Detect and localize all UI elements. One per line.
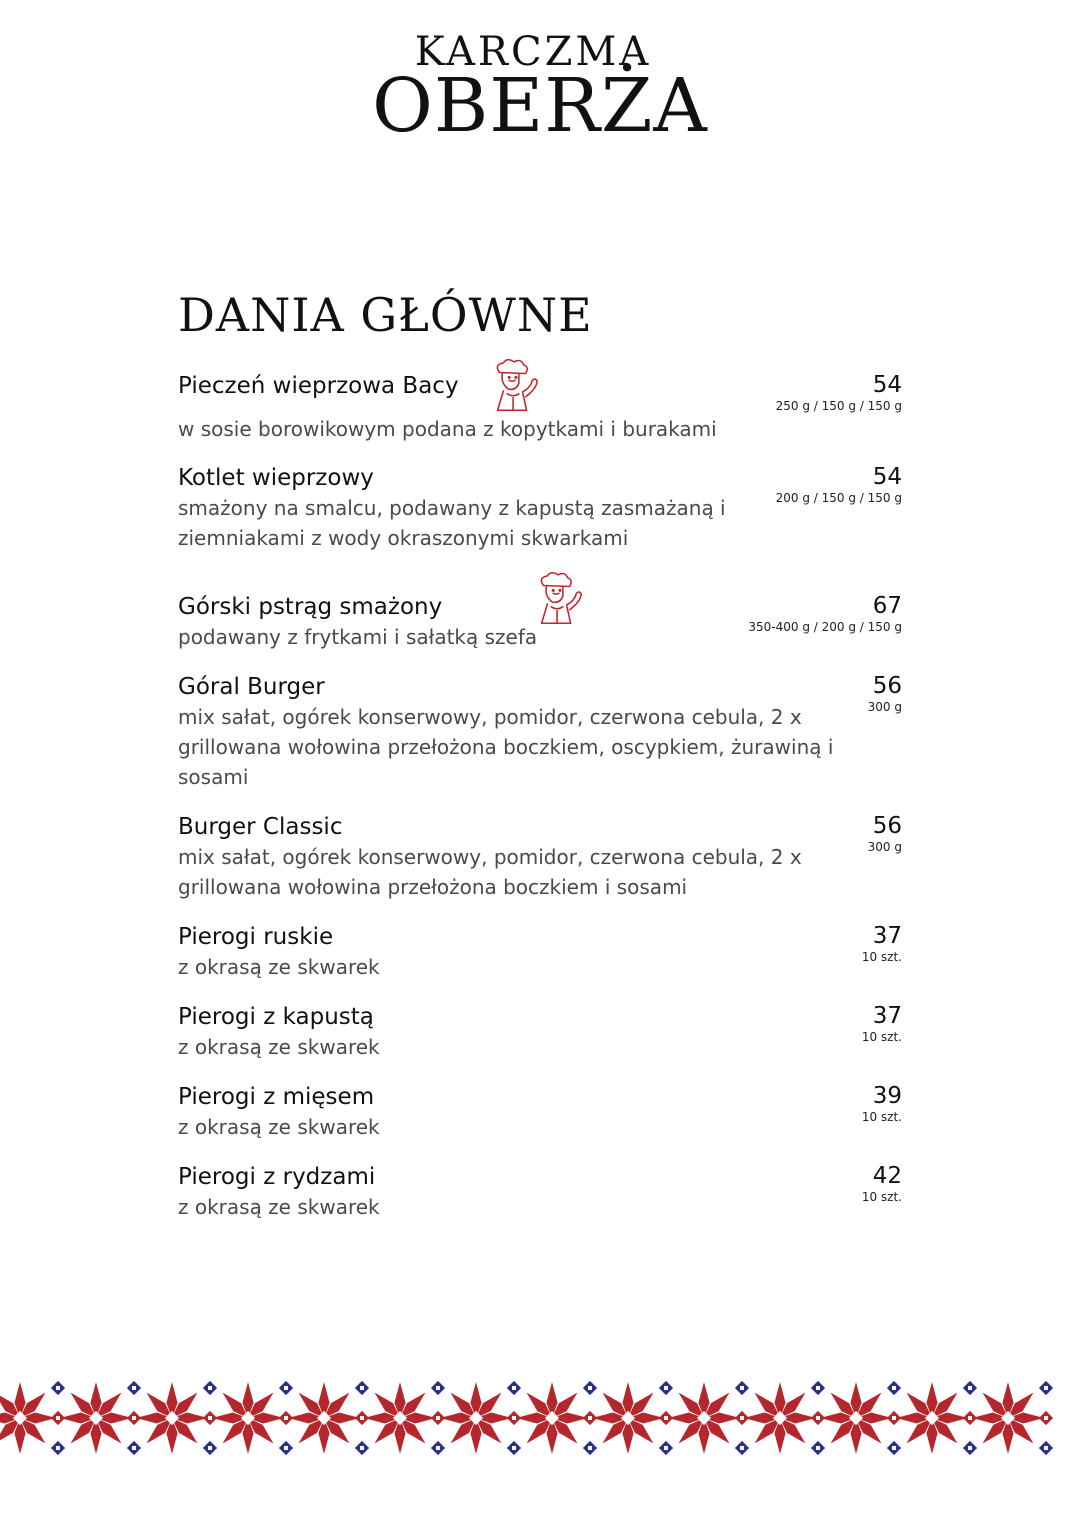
- ornament-diamond: [583, 1441, 597, 1455]
- ornament-diamond: [659, 1441, 673, 1455]
- item-name: Pierogi ruskie: [178, 924, 334, 950]
- restaurant-logo: [0, 29, 1080, 149]
- item-weight: 300 g: [867, 840, 902, 854]
- ornament-diamond: [811, 1381, 825, 1395]
- ornament-star: [668, 1382, 740, 1454]
- menu-item: [178, 1162, 902, 1222]
- ornament-star: [0, 1382, 56, 1454]
- item-weight: 10 szt.: [861, 1190, 902, 1204]
- item-description: z okrasą ze skwarek: [178, 1195, 380, 1219]
- ornament-diamond: [431, 1441, 445, 1455]
- item-price: 54: [872, 464, 902, 490]
- ornament-diamond: [963, 1441, 977, 1455]
- menu-item: [178, 592, 902, 652]
- item-weight: 10 szt.: [861, 1110, 902, 1124]
- item-price-block: [868, 812, 902, 854]
- ornament-diamond: [507, 1381, 521, 1395]
- item-name: Burger Classic: [178, 814, 343, 840]
- ornament-diamond: [431, 1381, 445, 1395]
- ornament-star: [364, 1382, 436, 1454]
- item-weight: 350-400 g / 200 g / 150 g: [748, 620, 902, 634]
- menu-item: [178, 922, 902, 982]
- ornament-star: [592, 1382, 664, 1454]
- item-description: mix sałat, ogórek konserwowy, pomidor, czerwona cebula, 2 x grillowana wołowina przełożona boczkiem, oscypkiem, żurawiną i sosami: [178, 705, 834, 789]
- item-price-block: [868, 672, 902, 714]
- item-description: mix sałat, ogórek konserwowy, pomidor, czerwona cebula, 2 x grillowana wołowina przełożona boczkiem i sosami: [178, 845, 802, 899]
- item-name: Kotlet wieprzowy: [178, 465, 374, 491]
- item-weight: 10 szt.: [861, 950, 902, 964]
- item-price-block: [776, 463, 902, 505]
- item-price-block: [748, 592, 902, 634]
- ornament-diamond: [583, 1411, 597, 1425]
- item-price-block: [862, 1002, 902, 1044]
- item-weight: 10 szt.: [861, 1030, 902, 1044]
- item-price-block: [776, 371, 902, 413]
- ornament-star: [516, 1382, 588, 1454]
- ornament-diamond: [887, 1441, 901, 1455]
- item-price: 54: [872, 372, 902, 398]
- ornament-diamond: [279, 1441, 293, 1455]
- item-price: 56: [872, 813, 902, 839]
- ornament-diamond: [1039, 1411, 1053, 1425]
- item-price: 42: [872, 1163, 902, 1189]
- ornament-star: [744, 1382, 816, 1454]
- folk-ornament-border: [0, 1368, 1080, 1468]
- ornament-diamond: [811, 1441, 825, 1455]
- item-weight: 250 g / 150 g / 150 g: [775, 399, 902, 413]
- item-price: 39: [872, 1083, 902, 1109]
- ornament-diamond: [1039, 1441, 1053, 1455]
- item-price: 56: [872, 673, 902, 699]
- menu-item: [178, 672, 902, 792]
- item-description: z okrasą ze skwarek: [178, 955, 380, 979]
- menu-item: [178, 1002, 902, 1062]
- ornament-star: [60, 1382, 132, 1454]
- item-weight: 200 g / 150 g / 150 g: [775, 491, 902, 505]
- ornament-diamond: [279, 1381, 293, 1395]
- ornament-diamond: [735, 1381, 749, 1395]
- item-price-block: [862, 922, 902, 964]
- menu-item: [178, 812, 902, 902]
- ornament-star: [212, 1382, 284, 1454]
- item-description: w sosie borowikowym podana z kopytkami i burakami: [178, 417, 717, 441]
- ornament-star: [440, 1382, 512, 1454]
- ornament-diamond: [735, 1441, 749, 1455]
- item-name: Góral Burger: [178, 674, 325, 700]
- item-price-block: [862, 1162, 902, 1204]
- ornament-diamond: [203, 1411, 217, 1425]
- ornament-diamond: [887, 1381, 901, 1395]
- ornament-diamond: [51, 1441, 65, 1455]
- ornament-diamond: [127, 1381, 141, 1395]
- ornament-diamond: [811, 1411, 825, 1425]
- ornament-diamond: [203, 1441, 217, 1455]
- ornament-diamond: [51, 1411, 65, 1425]
- menu-item: [178, 371, 902, 444]
- ornament-diamond: [355, 1411, 369, 1425]
- item-name: Pieczeń wieprzowa Bacy: [178, 373, 459, 399]
- item-name: Pierogi z mięsem: [178, 1084, 375, 1110]
- menu-item: [178, 1082, 902, 1142]
- ornament-star: [820, 1382, 892, 1454]
- item-description: smażony na smalcu, podawany z kapustą zasmażaną i ziemniakami z wody okraszonymi skwarkami: [178, 496, 726, 550]
- chef-icon: [530, 572, 588, 630]
- item-name: Pierogi z rydzami: [178, 1164, 376, 1190]
- item-name: Górski pstrąg smażony: [178, 594, 443, 620]
- ornament-diamond: [431, 1411, 445, 1425]
- item-weight: 300 g: [867, 700, 902, 714]
- ornament-diamond: [963, 1381, 977, 1395]
- ornament-star: [972, 1382, 1044, 1454]
- ornament-diamond: [659, 1411, 673, 1425]
- ornament-star: [896, 1382, 968, 1454]
- ornament-diamond: [51, 1381, 65, 1395]
- menu-item: [178, 463, 902, 553]
- ornament-diamond: [127, 1441, 141, 1455]
- item-price-block: [862, 1082, 902, 1124]
- section-title: DANIA GŁÓWNE: [178, 288, 593, 342]
- ornament-star: [136, 1382, 208, 1454]
- item-price: 67: [872, 593, 902, 619]
- item-description: z okrasą ze skwarek: [178, 1035, 380, 1059]
- chef-icon: [486, 359, 544, 417]
- ornament-diamond: [659, 1381, 673, 1395]
- ornament-diamond: [583, 1381, 597, 1395]
- item-price: 37: [872, 1003, 902, 1029]
- logo-line-oberza: OBERŻA: [372, 63, 708, 149]
- ornament-diamond: [355, 1381, 369, 1395]
- ornament-diamond: [279, 1411, 293, 1425]
- ornament-diamond: [127, 1411, 141, 1425]
- ornament-diamond: [507, 1441, 521, 1455]
- ornament-diamond: [1039, 1381, 1053, 1395]
- ornament-diamond: [887, 1411, 901, 1425]
- logo-line-karczma: KARCZMA: [414, 29, 652, 75]
- item-description: podawany z frytkami i sałatką szefa: [178, 625, 538, 649]
- item-name: Pierogi z kapustą: [178, 1004, 374, 1030]
- ornament-diamond: [355, 1441, 369, 1455]
- ornament-star: [288, 1382, 360, 1454]
- ornament-diamond: [507, 1411, 521, 1425]
- item-price: 37: [872, 923, 902, 949]
- ornament-diamond: [963, 1411, 977, 1425]
- ornament-diamond: [735, 1411, 749, 1425]
- item-description: z okrasą ze skwarek: [178, 1115, 380, 1139]
- ornament-diamond: [203, 1381, 217, 1395]
